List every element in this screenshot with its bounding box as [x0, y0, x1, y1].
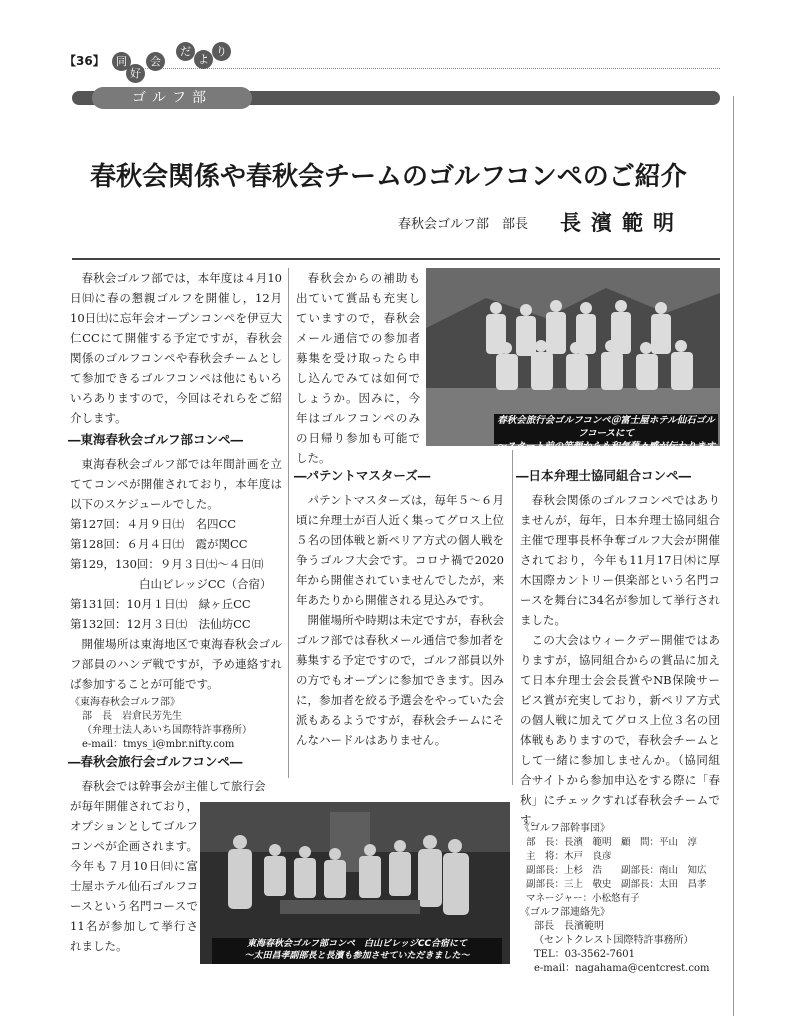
column-divider — [288, 268, 289, 778]
section-char: り — [212, 42, 231, 61]
patent-body-1: パテントマスターズは，毎年５～６月頃に弁理士が百人近く集ってグロス上位５名の団体戦と新ペリア方式の個人戦を争うゴルフ大会です。コロナ禍で2020年から開催されていませんでしたが，来年あたりから開催される見込みです。 — [296, 493, 504, 607]
photo-golf-group-caption — [494, 414, 718, 465]
author-name: 長濱範明 — [560, 211, 684, 235]
tokai-schedule — [70, 514, 282, 634]
officer-row: マネージャー：小松悠有子 — [526, 893, 640, 904]
section-char: 好 — [126, 64, 145, 83]
caption-line: 春秋会旅行会ゴルフコンペ＠富士屋ホテル仙石ゴルフコースにて — [497, 415, 715, 439]
kumiai-heading: ―日本弁理士協同組合コンペ― — [516, 468, 692, 483]
kumiai-section — [520, 490, 720, 830]
kumiai-body-2: この大会はウィークデー開催ではありますが，協同組合からの賞品に加えて日本弁理士会会長賞やNB保険サービス賞が充実しており，新ペリア方式の個人戦に加えてグロス上位３名の団体戦もありますので，春秋会チームとして一緒に参加しませんか。（協同組合サイトから参加申込をする際に「春秋」にチェックすれば春秋会チームです。 — [520, 633, 720, 827]
title-rule — [72, 258, 720, 260]
contact-email: e-mail：tmys_i@mbr.nifty.com — [82, 739, 235, 750]
section-char: だ — [176, 42, 195, 61]
contact-line: 部 長 岩倉民芳先生 — [82, 711, 182, 722]
officers-section — [520, 822, 726, 976]
tokai-body: 東海春秋会ゴルフ部では年間計画を立ててコンペが開催されており，本年度は以下のスケジュールでした。 — [70, 457, 282, 511]
schedule-row: 第129，130回：９月３日㈯～４日㈰ — [70, 557, 264, 571]
page-number: 【36】 — [64, 54, 105, 68]
byline: 春秋会ゴルフ部 部長 — [398, 217, 529, 232]
caption-line: ～太田昌孝副部長と長濱も参加させていただきました～ — [244, 951, 470, 961]
tokai-section — [70, 454, 282, 752]
article-title: 春秋会関係や春秋会チームのゴルフコンペのご紹介 — [90, 162, 687, 192]
schedule-row: 第127回：４月９日㈯ 名四CC — [70, 517, 237, 531]
photo-tokai-camp-caption — [212, 938, 502, 964]
schedule-row: 第128回：６月４日㈯ 霞が関CC — [70, 537, 248, 551]
department-label: ゴルフ部 — [92, 87, 252, 109]
travel-body-cont: 春秋会からの補助も出ていて賞品も充実していますので，春秋会メール通信での参加者募集を受け取ったら申し込んでみては如何でしょうか。因みに，今年はゴルフコンペのみの日帰り参加も可能でした。 — [296, 271, 420, 465]
schedule-row: 白山ビレッジCC（合宿） — [70, 577, 272, 591]
caption-line: 東海春秋会ゴルフ部コンペ 白山ビレッジCC合宿にて — [246, 939, 468, 949]
contact-line: （弁理士法人あいち国際特許事務所） — [82, 725, 252, 736]
section-char: 会 — [146, 52, 165, 71]
contact-line: 《東海春秋会ゴルフ部》 — [70, 697, 180, 708]
travel-section — [70, 796, 198, 956]
tokai-heading: ―東海春秋会ゴルフ部コンペ― — [68, 432, 244, 447]
column-divider — [512, 450, 513, 785]
patent-body-2: 開催場所や時期は未定ですが，春秋会ゴルフ部では春秋メール通信で参加者を募集する予定ですので，ゴルフ部員以外の方でもオープンに参加できます。因みに，参加者を絞る予選会をやっていた会派もあるようですが，春秋会チームにそんなハードルはありません。 — [296, 613, 504, 747]
travel-body-top: 春秋会では幹事会が主催して旅行会 — [81, 779, 266, 793]
patent-section — [296, 490, 504, 750]
intro-paragraph — [70, 268, 282, 428]
section-char: よ — [194, 50, 213, 69]
contact-email: e-mail：nagahama@centcrest.com — [534, 963, 710, 974]
tokai-body-2: 開催場所は東海地区で東海春秋会ゴルフ部員のハンデ戦ですが，予め連絡すれば参加することが可能です。 — [70, 637, 282, 691]
contact-heading: 《ゴルフ部連絡先》 — [520, 907, 610, 918]
officer-row: 主 将：木戸 良彦 — [526, 851, 612, 862]
contact-line: TEL：03-3562-7601 — [534, 949, 635, 960]
officer-row: 部 長：長濱 範明 顧 問：平山 淳 — [526, 837, 698, 848]
contact-line: （セントクレスト国際特許事務所） — [534, 935, 694, 946]
officer-row: 副部長：三上 敬史 副部長：太田 昌孝 — [526, 879, 707, 890]
officers-heading: 《ゴルフ部幹事団》 — [520, 823, 610, 834]
contact-line: 部長 長濱範明 — [534, 921, 604, 932]
travel-continued — [296, 268, 420, 468]
travel-heading: ―春秋会旅行会ゴルフコンペ― — [68, 754, 243, 769]
section-char: 同 — [112, 52, 131, 71]
officer-row: 副部長：上杉 浩 副部長：南山 知広 — [526, 865, 707, 876]
travel-body: が毎年開催されており，オプションとしてゴルフコンペが企画されます。今年も７月10日㈰に富士屋ホテル仙石ゴルフコースという名門コースで11名が参加して挙行されました。 — [70, 799, 198, 953]
schedule-row: 第131回：10月１日㈯ 緑ヶ丘CC — [70, 597, 251, 611]
page-edge-rule — [733, 96, 734, 1016]
kumiai-body-1: 春秋会関係のゴルフコンペではありませんが，毎年，日本弁理士協同組合主催で理事長杯争奪ゴルフ大会が開催されており，今年も11月17日㈭に厚木国際カントリー倶楽部という名門コースを舞台に34名が参加して挙行されました。 — [520, 493, 720, 627]
travel-top — [70, 776, 282, 796]
patent-heading: ―パテントマスターズ― — [294, 468, 431, 483]
schedule-row: 第132回：12月３日㈯ 法仙坊CC — [70, 617, 251, 631]
caption-line: ～スタート前の笑顔からも和気藹々感が伝わります～ — [496, 441, 716, 465]
intro-text: 春秋会ゴルフ部では，本年度は４月10日㈰に春の懇親ゴルフを開催し，12月10日㈯に忘年会オープンコンペを伊豆大仁CCにて開催する予定ですが，春秋会関係のゴルフコンペや春秋会チームとして参加できるゴルフコンペは他にもいろいろありますので，今回はそれらをご紹介します。 — [70, 271, 282, 425]
tokai-contact — [70, 696, 282, 752]
